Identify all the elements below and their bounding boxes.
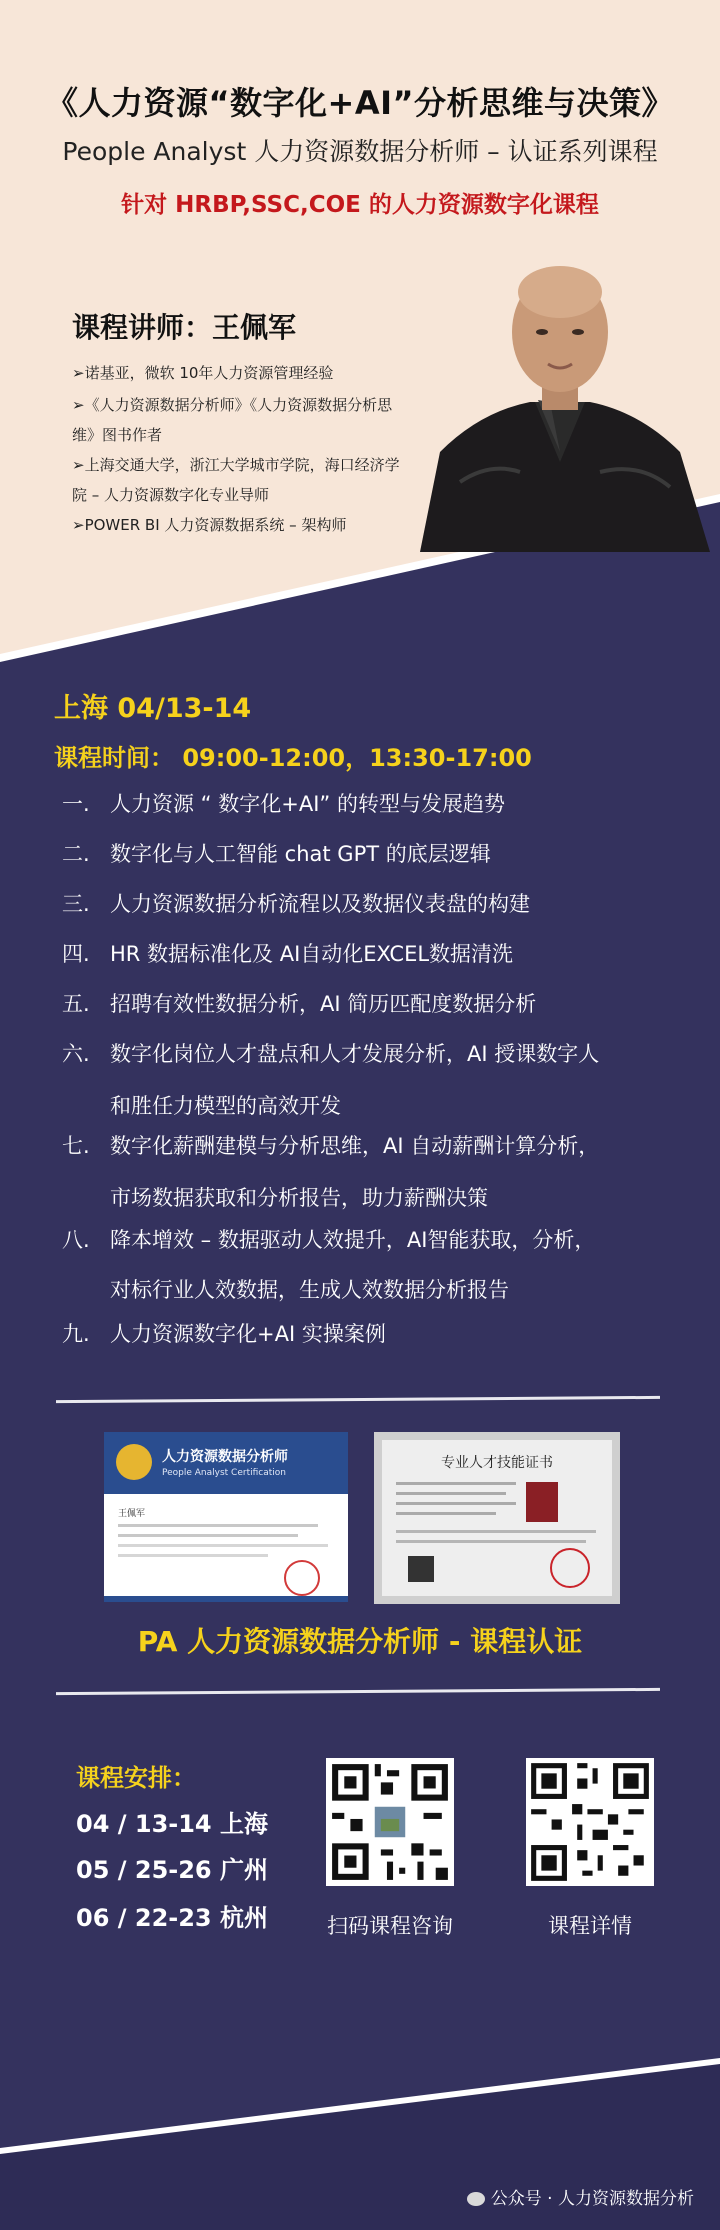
curriculum-item-text: HR 数据标准化及 AI自动化EXCEL数据清洗 [110,942,514,966]
curriculum-item-number: 三. [62,892,90,916]
lecturer-bio-item: ➢上海交通大学，浙江大学城市学院，海口经济学院 – 人力资源数字化专业导师 [72,456,400,504]
curriculum-item [62,782,682,826]
curriculum-item-text: 数字化与人工智能 chat GPT 的底层逻辑 [110,842,491,866]
certificate-seal-icon [550,1548,590,1588]
curriculum-item [62,832,682,876]
certificate-holder-name: 王佩军 [118,1509,146,1519]
schedule-item: 06 / 22-23 杭州 [76,1904,268,1932]
certificate-title: 专业人才技能证书 [441,1455,553,1471]
curriculum-item [62,1032,682,1076]
lecturer-heading: 课程讲师：王佩军 [72,311,297,344]
certificate-image [104,1432,348,1602]
curriculum-item-continued: 对标行业人效数据，生成人效数据分析报告 [110,1278,509,1302]
curriculum-item-continued: 市场数据获取和分析报告，助力薪酬决策 [110,1186,488,1210]
certificate-text-line [118,1554,268,1557]
qr-code-consult[interactable] [326,1758,454,1886]
certificate-text-line [118,1524,318,1527]
schedule-item: 04 / 13-14 上海 [76,1810,268,1838]
tagline: 针对 HRBP,SSC,COE 的人力资源数字化课程 [121,192,599,218]
curriculum-item-number: 九. [62,1322,90,1346]
footer-account [467,2184,694,2209]
page-subtitle: People Analyst 人力资源数据分析师 – 认证系列课程 [62,137,658,166]
session-time: 课程时间： 09:00-12:00，13:30-17:00 [54,744,532,772]
curriculum-item-text: 招聘有效性数据分析，AI 简历匹配度数据分析 [110,992,537,1016]
certificate-text-line [396,1530,596,1533]
certification-caption: PA 人力资源数据分析师 - 课程认证 [137,1625,583,1658]
curriculum-item [62,882,682,926]
curriculum-item-text: 人力资源数据分析流程以及数据仪表盘的构建 [110,892,530,916]
curriculum-item-text: 降本增效 – 数据驱动人效提升，AI智能获取，分析， [110,1228,596,1252]
curriculum-item [62,1218,682,1262]
schedule-item: 05 / 25-26 广州 [76,1856,268,1884]
curriculum-item-number: 二. [62,842,90,866]
curriculum-item-number: 七. [62,1134,90,1158]
curriculum-item-number: 八. [62,1228,90,1252]
certificate-text-line [396,1512,496,1515]
lecturer-photo [400,252,720,552]
certificate-text-line [118,1544,328,1547]
curriculum-item [62,932,682,976]
curriculum-item-number: 四. [62,942,90,966]
page-title: 《人力资源“数字化+AI”分析思维与决策》 [45,84,675,122]
certificate-badge-icon [116,1444,152,1480]
lecturer-bio-item: ➢POWER BI 人力资源数据系统 – 架构师 [72,516,347,534]
curriculum-item-number: 五. [62,992,90,1016]
certificate-text-line [396,1492,506,1495]
curriculum-item-number: 六. [62,1042,90,1066]
qr-consult-label: 扫码课程咨询 [327,1914,453,1938]
certificate-text-line [396,1540,586,1543]
certificate-title: 人力资源数据分析师 [162,1449,288,1465]
curriculum-item-continued: 和胜任力模型的高效开发 [110,1094,341,1118]
curriculum-item [62,982,682,1026]
curriculum-item-text: 人力资源数字化+AI 实操案例 [110,1322,386,1346]
certificate-image [374,1432,620,1604]
certificate-seal-icon [284,1560,320,1596]
footer-text: 公众号 · 人力资源数据分析 [490,2189,694,2209]
certificate-subtitle: People Analyst Certification [162,1468,286,1478]
curriculum-item [62,1312,682,1356]
curriculum-item-text: 人力资源 “ 数字化+AI” 的转型与发展趋势 [110,792,505,816]
curriculum-item-number: 一. [62,792,90,816]
schedule-title: 课程安排： [76,1764,196,1792]
curriculum-item-text: 数字化薪酬建模与分析思维，AI 自动薪酬计算分析， [110,1134,600,1158]
lecturer-bio-item: ➢《人力资源数据分析师》《人力资源数据分析思维》图书作者 [72,396,393,444]
lecturer-bio-item: ➢诺基亚，微软 10年人力资源管理经验 [72,364,334,382]
curriculum-item [62,1124,682,1168]
certificate-qr-icon [408,1556,434,1582]
qr-code-details[interactable] [526,1758,654,1886]
qr-details-label: 课程详情 [548,1914,632,1938]
certificate-photo [526,1482,558,1522]
session-city-date: 上海 04/13-14 [54,693,252,724]
certificate-text-line [396,1502,516,1505]
certificate-text-line [396,1482,516,1485]
certificate-text-line [118,1534,298,1537]
certificate-footer-bar [104,1596,348,1602]
wechat-icon [467,2192,485,2206]
curriculum-item-text: 数字化岗位人才盘点和人才发展分析，AI 授课数字人 [110,1042,600,1066]
